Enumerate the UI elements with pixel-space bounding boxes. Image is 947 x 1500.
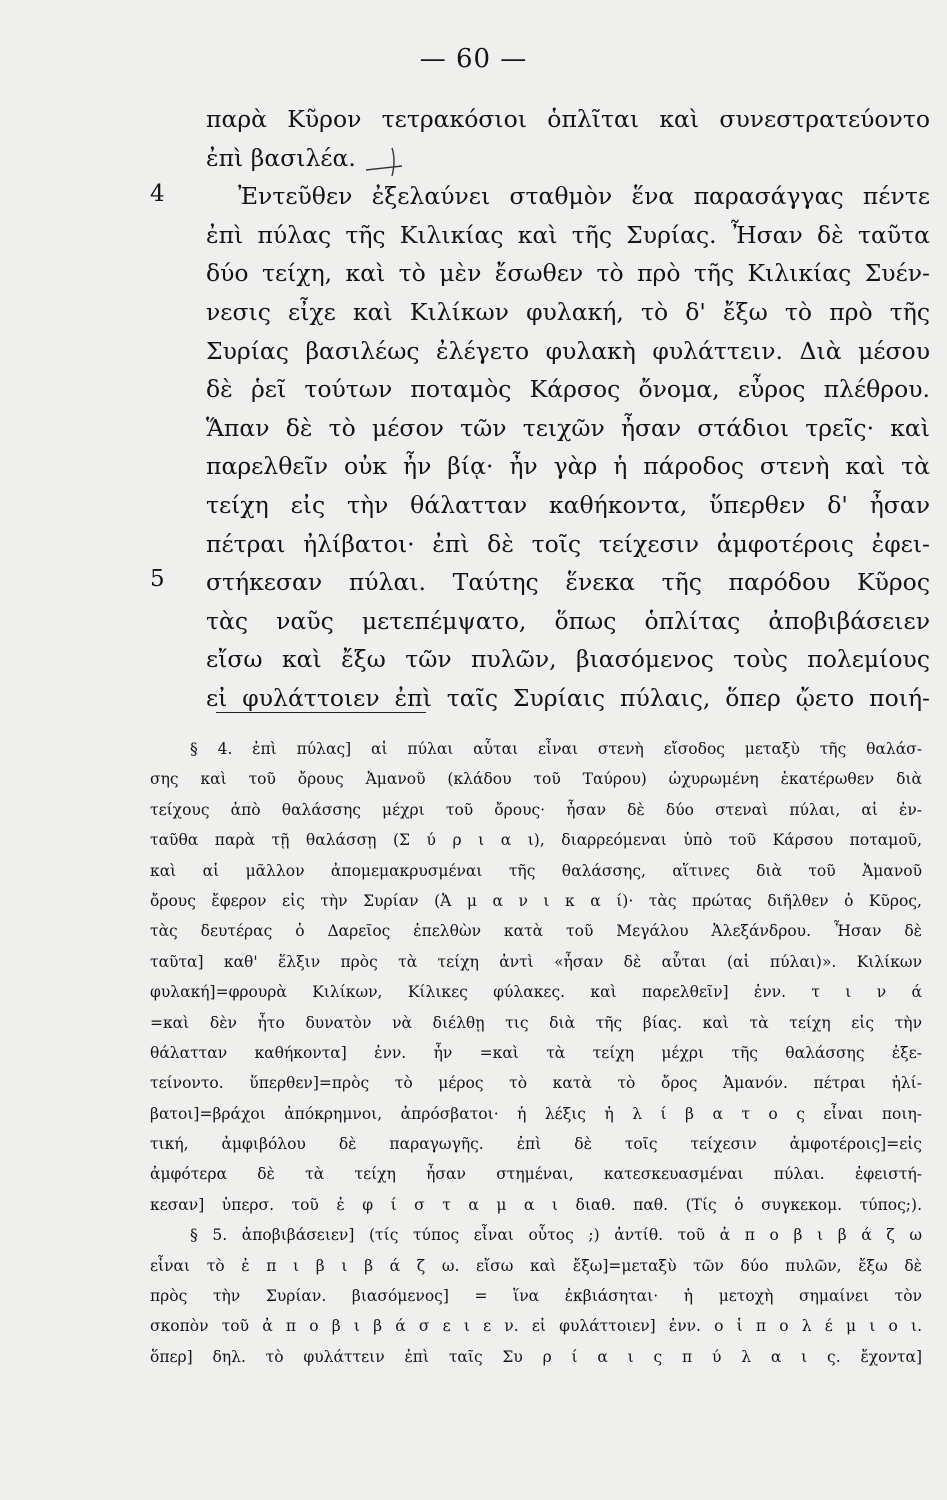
main-text-line: Συρίας βασιλέως ἐλέγετο φυλακὴ φυλάττειν. Διὰ μέσου — [206, 336, 930, 365]
note-line: § 4. ἐπὶ πύλας] αἱ πύλαι αὗται εἶναι στενὴ εἴσοδος μεταξὺ τῆς θαλάσ- — [190, 740, 922, 758]
note-line: ἀμφότερα δὲ τὰ τείχη ἦσαν στημέναι, κατεσκευασμέναι πύλαι. ἐφειστή- — [150, 1165, 922, 1184]
note-line: § 5. ἀποβιβάσειεν] (τίς τύπος εἶναι οὗτος ;) ἀντίθ. τοῦ ἀ π ο β ι β ά ζ ω — [190, 1226, 922, 1245]
note-line: εἶναι τὸ ἐ π ι β ι β ά ζ ω. εἴσω καὶ ἔξω]=μεταξὺ τῶν δύο πυλῶν, ἔξω δὲ — [150, 1256, 922, 1275]
page-number: — 60 — — [419, 44, 528, 74]
commentary-notes — [150, 734, 922, 1372]
note-line: πρὸς τὴν Συρίαν. βιασόμενος] = ἵνα ἐκβιάσηται· ἡ μετοχὴ σημαίνει τὸν — [150, 1287, 922, 1306]
main-text-line: στήκεσαν πύλαι. Ταύτης ἕνεκα τῆς παρόδου Κῦρος — [206, 568, 930, 597]
main-text-line: δὲ ῥεῖ τούτων ποταμὸς Κάρσος ὄνομα, εὖρος πλέθρου. — [206, 375, 930, 404]
main-text-line: πέτραι ἠλίβατοι· ἐπὶ δὲ τοῖς τείχεσιν ἀμφοτέροις ἐφει- — [206, 529, 930, 558]
note-line: κεσαν] ὑπερσ. τοῦ ἐ φ ί σ τ α μ α ι διαθ. παθ. (Τίς ὁ συγκεκομ. τύπος;). — [150, 1195, 922, 1214]
main-text — [206, 100, 930, 718]
note-line: ταῦθα παρὰ τῇ θαλάσσῃ (Σ ύ ρ ι α ι), διαρρεόμεναι ὑπὸ τοῦ Κάρσου ποταμοῦ, — [150, 831, 922, 850]
note-line: ταῦτα] καθ' ἕλξιν πρὸς τὰ τείχη ἀντὶ «ἦσαν δὲ αὗται (αἱ πύλαι)». Κιλίκων — [150, 952, 922, 971]
note-line: τείχους ἀπὸ θαλάσσης μέχρι τοῦ ὄρους· ἦσαν δὲ δύο στεναὶ πύλαι, αἱ ἐν- — [150, 800, 922, 819]
main-text-line: νεσις εἶχε καὶ Κιλίκων φυλακή, τὸ δ' ἔξω τὸ πρὸ τῆς — [206, 297, 930, 326]
main-text-line: ἐπὶ πύλας τῆς Κιλικίας καὶ τῆς Συρίας. Ἦσαν δὲ ταῦτα — [206, 220, 930, 249]
main-text-line: Ἐντεῦθεν ἐξελαύνει σταθμὸν ἕνα παρασάγγας πέντε — [238, 182, 930, 211]
pen-mark-icon — [362, 140, 422, 180]
note-line: ὅπερ] δηλ. τὸ φυλάττειν ἐπὶ ταῖς Συ ρ ί α ι ς π ύ λ α ι ς. ἔχοντα] — [150, 1347, 922, 1366]
note-line: =καὶ δὲν ἦτο δυνατὸν νὰ διέλθῃ τις διὰ τῆς βίας. καὶ τὰ τείχη εἰς τὴν — [150, 1013, 922, 1032]
note-line: σκοπὸν τοῦ ἀ π ο β ι β ά σ ε ι ε ν. εἰ φυλάττοιεν] ἐνν. ο ἱ π ο λ έ μ ι ο ι. — [150, 1317, 922, 1336]
main-text-line: τείχη εἰς τὴν θάλατταν καθήκοντα, ὕπερθεν δ' ἦσαν — [206, 490, 930, 519]
note-line: φυλακή]=φρουρὰ Κιλίκων, Κίλικες φύλακες. καὶ παρελθεῖν] ἐνν. τ ι ν ά — [150, 983, 922, 1002]
main-text-line: δύο τείχη, καὶ τὸ μὲν ἔσωθεν τὸ πρὸ τῆς Κιλικίας Συέν- — [206, 259, 930, 288]
margin-number-4: 4 — [150, 181, 165, 207]
note-line: βατοι]=βράχοι ἀπόκρημνοι, ἀπρόσβατοι· ἡ λέξις ἠ λ ί β α τ ο ς εἶναι ποιη- — [150, 1104, 922, 1123]
note-line: τείνοντο. ὕπερθεν]=πρὸς τὸ μέρος τὸ κατὰ τὸ ὄρος Ἀμανόν. πέτραι ἠλί- — [150, 1074, 922, 1093]
main-text-line: εἴσω καὶ ἔξω τῶν πυλῶν, βιασόμενος τοὺς πολεμίους — [206, 645, 930, 674]
note-line: θάλατταν καθήκοντα] ἐνν. ἦν =καὶ τὰ τείχη μέχρι τῆς θαλάσσης ἐξε- — [150, 1043, 922, 1062]
main-text-line: παρὰ Κῦρον τετρακόσιοι ὁπλῖται καὶ συνεστρατεύοντο — [206, 105, 930, 133]
main-text-line: Ἅπαν δὲ τὸ μέσον τῶν τειχῶν ἦσαν στάδιοι τρεῖς· καὶ — [206, 413, 930, 442]
note-line: καὶ αἱ μᾶλλον ἀπομεμακρυσμέναι τῆς θαλάσσης, αἵτινες διὰ τοῦ Ἀμανοῦ — [150, 861, 922, 880]
main-text-line: ἐπὶ βασιλέα. — [206, 143, 356, 172]
footnote-rule — [216, 712, 426, 713]
note-line: σης καὶ τοῦ ὄρους Ἀμανοῦ (κλάδου τοῦ Ταύρου) ὠχυρωμένη ἑκατέρωθεν διὰ — [150, 770, 922, 789]
note-line: ὄρους ἔφερον εἰς τὴν Συρίαν (Ἀ μ α ν ι κ α ί)· τὰς πρώτας διῆλθεν ὁ Κῦρος, — [150, 891, 922, 910]
main-text-line: τὰς ναῦς μετεπέμψατο, ὅπως ὁπλίτας ἀποβιβάσειεν — [206, 606, 930, 635]
note-line: τική, ἀμφιβόλου δὲ παραγωγῆς. ἐπὶ δὲ τοῖς τείχεσιν ἀμφοτέροις]=εἰς — [150, 1135, 922, 1154]
main-text-line: εἰ φυλάττοιεν ἐπὶ ταῖς Συρίαις πύλαις, ὅπερ ᾤετο ποιή- — [206, 683, 930, 712]
main-text-line: παρελθεῖν οὐκ ἦν βίᾳ· ἦν γὰρ ἡ πάροδος στενὴ καὶ τὰ — [206, 452, 930, 481]
margin-number-5: 5 — [150, 566, 165, 592]
note-line: τὰς δευτέρας ὁ Δαρεῖος ἐπελθὼν κατὰ τοῦ Μεγάλου Ἀλεξάνδρου. Ἦσαν δὲ — [150, 922, 922, 941]
